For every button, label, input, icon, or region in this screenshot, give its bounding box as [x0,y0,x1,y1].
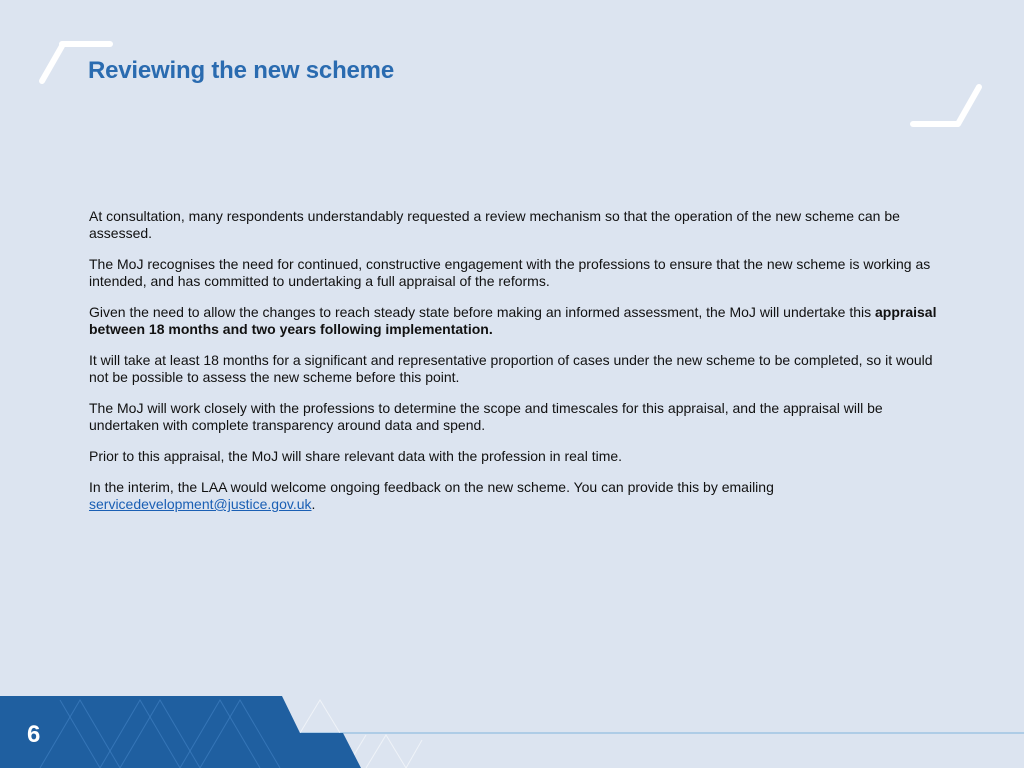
paragraph-transparency: The MoJ will work closely with the professions to determine the scope and timescales for this appraisal, and the appraisal will be undertaken with complete transparency around data and spend. [89,400,883,433]
top-right-bracket-icon [913,87,979,124]
paragraph-data-sharing: Prior to this appraisal, the MoJ will share relevant data with the profession in real time. [89,448,623,464]
feedback-end: . [311,496,316,512]
paragraph-engagement: The MoJ recognises the need for continued, constructive engagement with the professions to ensure that the new scheme is working as intended, and has committed to undertaking a full appraisal of the reforms. [89,256,931,289]
paragraph-feedback [89,479,939,513]
slide-body [89,208,939,527]
footer-band [0,696,361,768]
feedback-text: In the interim, the LAA would welcome ongoing feedback on the new scheme. You can provide this by emailing [89,479,774,495]
paragraph-review-request: At consultation, many respondents understandably requested a review mechanism so that the operation of the new scheme can be assessed. [89,208,900,241]
paragraph-appraisal-timing [89,304,939,338]
paragraph-eighteen-months: It will take at least 18 months for a significant and representative proportion of cases under the new scheme to be completed, so it would not be possible to assess the new scheme before this point. [89,352,933,385]
slide-title: Reviewing the new scheme [88,57,394,84]
appraisal-timing-emphasis: appraisal between 18 months and two years following implementation. [89,304,937,337]
feedback-email-link[interactable]: servicedevelopment@justice.gov.uk [89,496,312,512]
appraisal-timing-text: Given the need to allow the changes to reach steady state before making an informed assessment, the MoJ will undertake this [89,304,875,320]
page-number: 6 [27,721,41,748]
